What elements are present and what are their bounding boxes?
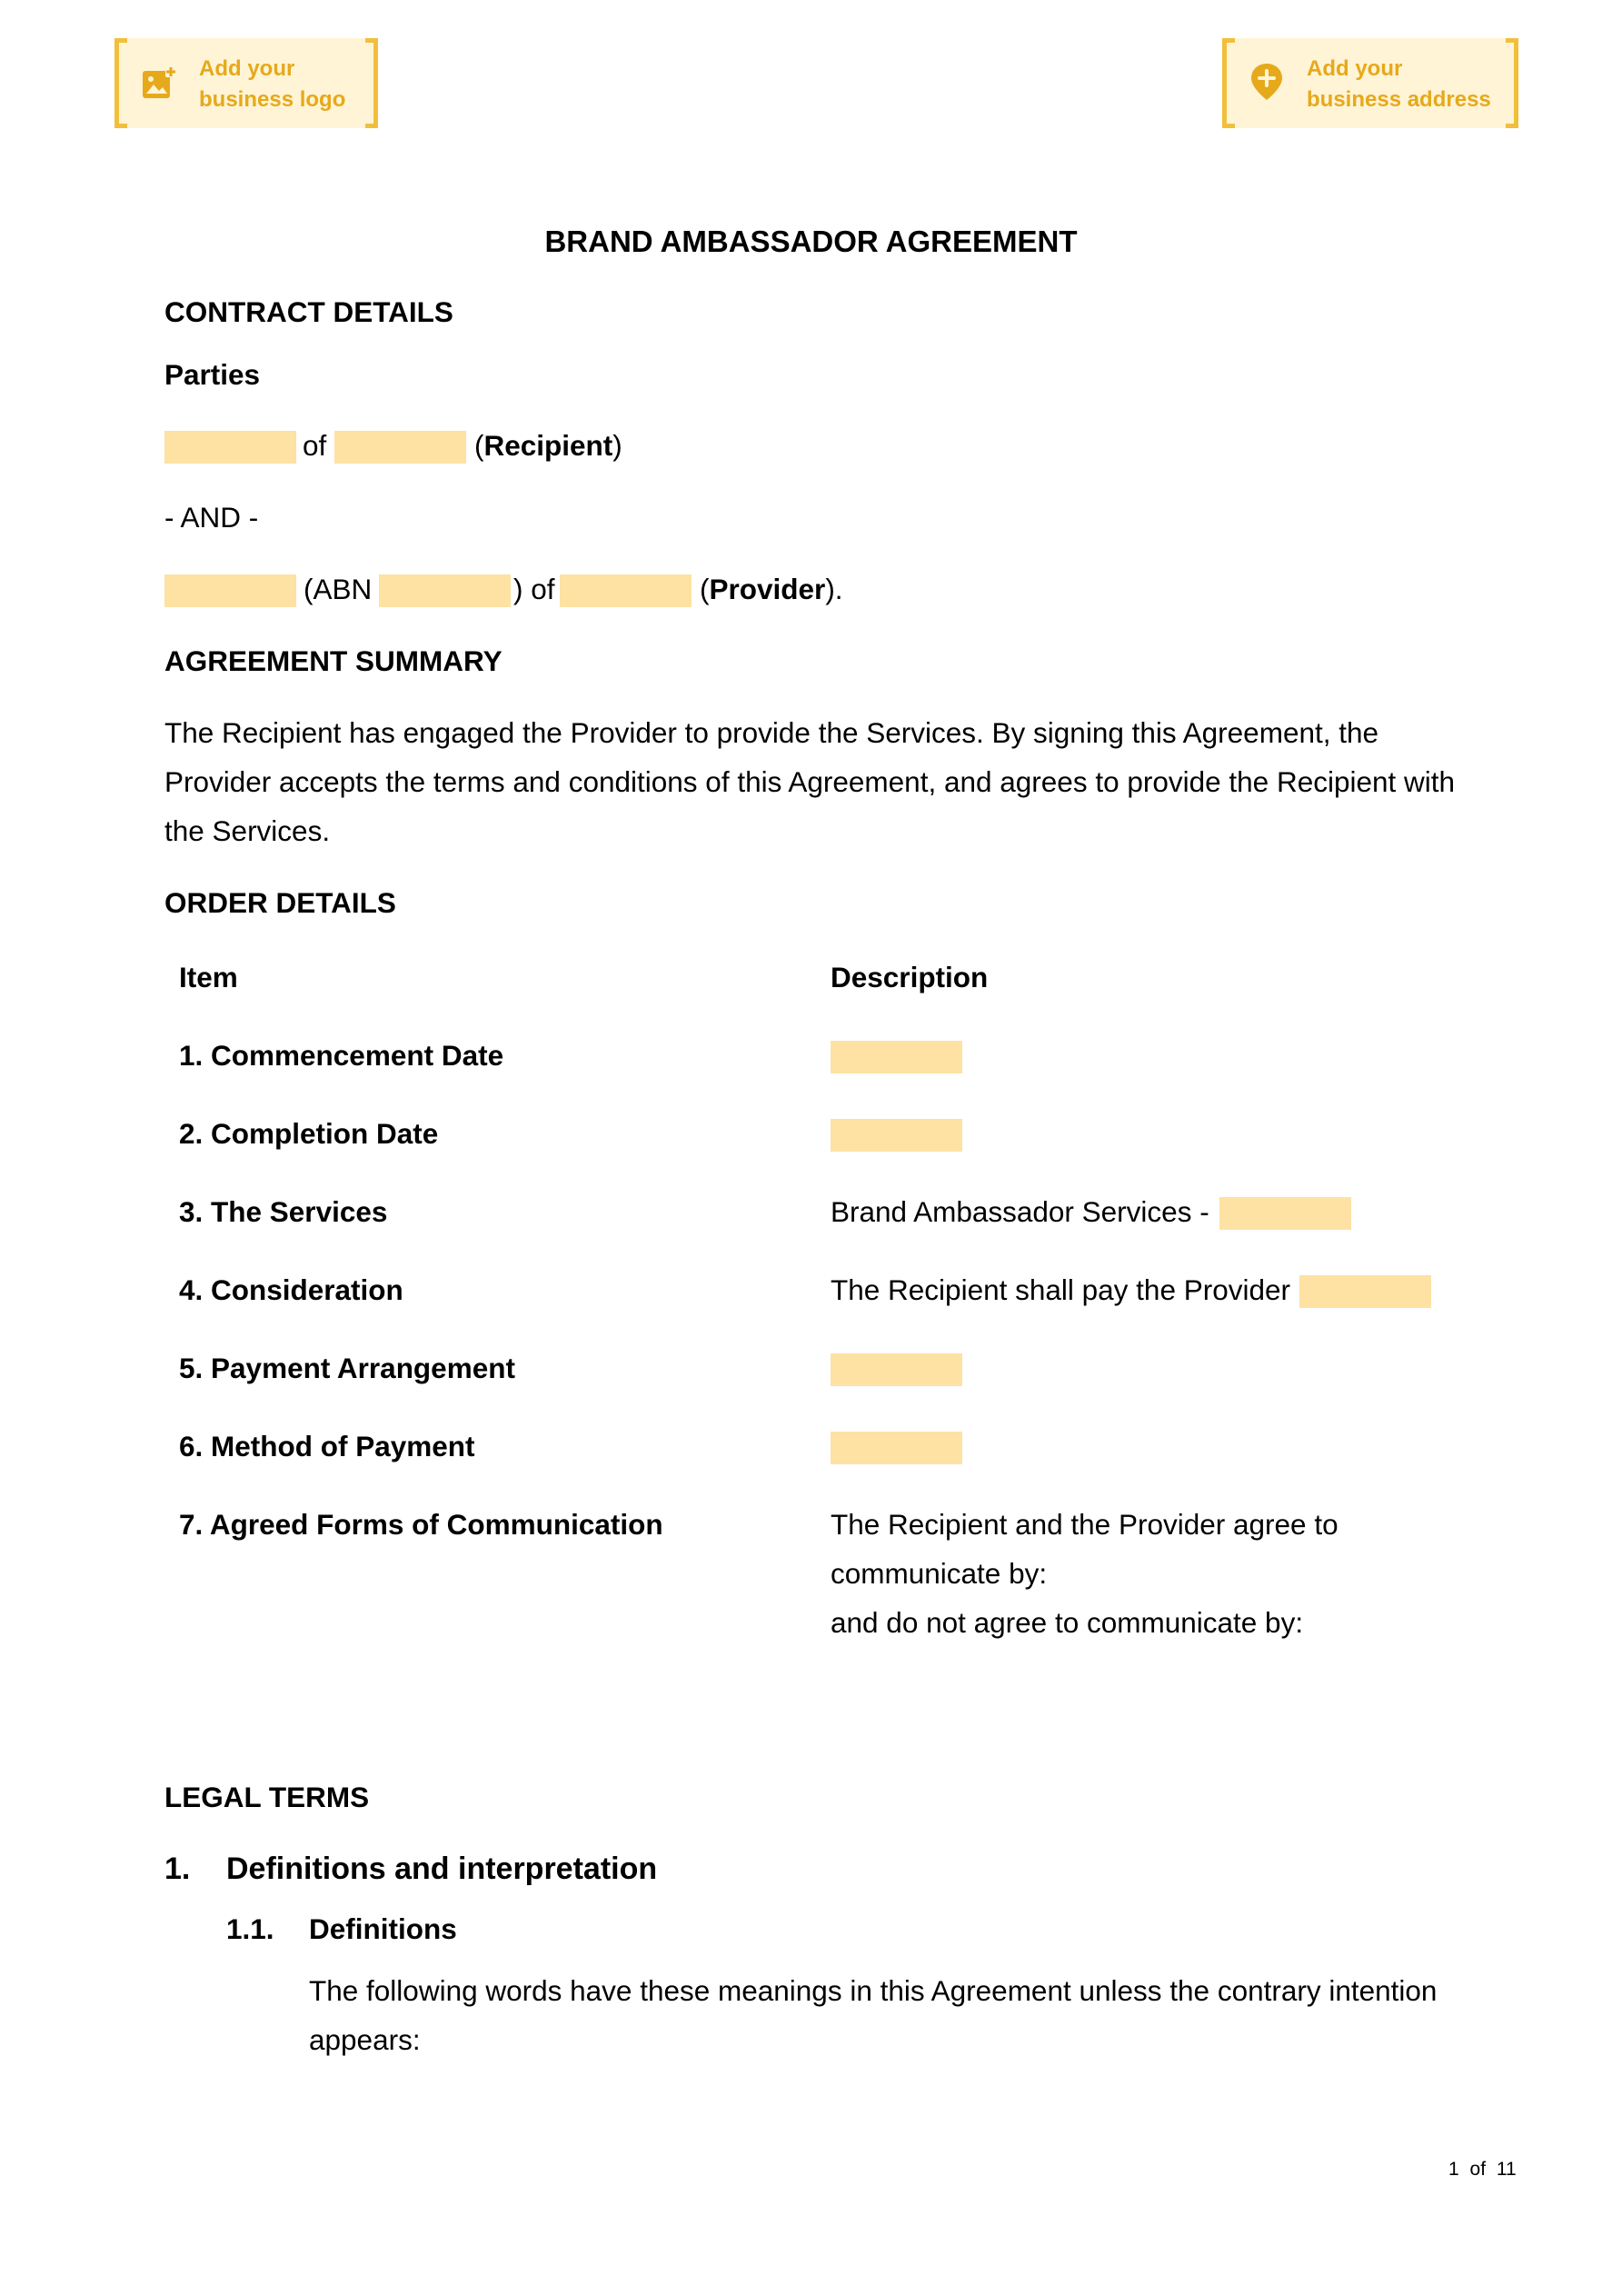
table-row-item: 2. Completion Date: [179, 1117, 439, 1150]
provider-name-field[interactable]: [164, 574, 296, 607]
table-row-item: 5. Payment Arrangement: [179, 1352, 515, 1384]
contract-details-heading: CONTRACT DETAILS: [164, 295, 453, 328]
of-text: of: [303, 429, 327, 462]
definitions-body: The following words have these meanings in this Agreement unless the contrary intention: [309, 1974, 1438, 2007]
add-logo-badge[interactable]: [114, 38, 378, 128]
parties-heading: Parties: [164, 358, 261, 391]
summary-line: Provider accepts the terms and conditions of this Agreement, and agrees to provide the Recipient with: [164, 765, 1456, 798]
abn-open-text: (ABN: [304, 573, 373, 605]
definitions-body: appears:: [309, 2023, 421, 2056]
badge-bracket-left: [1222, 38, 1235, 128]
table-row-item: 6. Method of Payment: [179, 1430, 475, 1462]
section-title: Definitions and interpretation: [226, 1852, 658, 1886]
agreement-summary-heading: AGREEMENT SUMMARY: [164, 644, 503, 677]
column-header-item: Item: [179, 961, 238, 993]
services-description: Brand Ambassador Services -: [831, 1195, 1209, 1228]
badge-bracket-right: [365, 38, 378, 128]
provider-address-field[interactable]: [560, 574, 692, 607]
recipient-role: (Recipient): [474, 429, 622, 462]
completion-date-field[interactable]: [831, 1119, 962, 1152]
subsection-number: 1.1.: [226, 1912, 274, 1945]
abn-close-text: ) of: [513, 573, 555, 605]
image-plus-icon: [141, 65, 177, 102]
table-row-item: 4. Consideration: [179, 1273, 403, 1306]
subsection-title: Definitions: [309, 1912, 457, 1945]
badge-bracket-left: [114, 38, 127, 128]
commencement-date-field[interactable]: [831, 1041, 962, 1073]
recipient-name-field[interactable]: [164, 431, 296, 464]
communication-description: communicate by:: [831, 1557, 1048, 1590]
services-field[interactable]: [1219, 1197, 1351, 1230]
method-of-payment-field[interactable]: [831, 1432, 962, 1464]
add-address-text: Add your business address: [1307, 56, 1491, 112]
and-separator: - AND -: [164, 501, 259, 534]
table-row-item: 7. Agreed Forms of Communication: [179, 1508, 663, 1541]
page-number: 1 of 11: [1448, 2159, 1517, 2180]
column-header-description: Description: [831, 961, 989, 993]
table-row-item: 1. Commencement Date: [179, 1039, 504, 1072]
badge-bracket-right: [1506, 38, 1518, 128]
provider-abn-field[interactable]: [379, 574, 511, 607]
add-address-badge[interactable]: [1222, 38, 1518, 128]
table-row-item: 3. The Services: [179, 1195, 388, 1228]
consideration-field[interactable]: [1299, 1275, 1431, 1308]
communication-description: and do not agree to communicate by:: [831, 1606, 1304, 1639]
summary-line: the Services.: [164, 814, 331, 847]
payment-arrangement-field[interactable]: [831, 1353, 962, 1386]
consideration-description: The Recipient shall pay the Provider: [831, 1273, 1291, 1306]
recipient-address-field[interactable]: [334, 431, 466, 464]
section-number: 1.: [164, 1852, 191, 1886]
order-details-heading: ORDER DETAILS: [164, 886, 396, 919]
communication-description: The Recipient and the Provider agree to: [831, 1508, 1338, 1541]
location-pin-plus-icon: [1249, 62, 1285, 102]
provider-role: (Provider).: [700, 573, 843, 605]
summary-line: The Recipient has engaged the Provider to provide the Services. By signing this Agreement, the: [164, 716, 1379, 749]
legal-terms-heading: LEGAL TERMS: [164, 1781, 370, 1813]
add-logo-text: Add your business logo: [199, 56, 346, 112]
document-title: BRAND AMBASSADOR AGREEMENT: [544, 225, 1078, 258]
